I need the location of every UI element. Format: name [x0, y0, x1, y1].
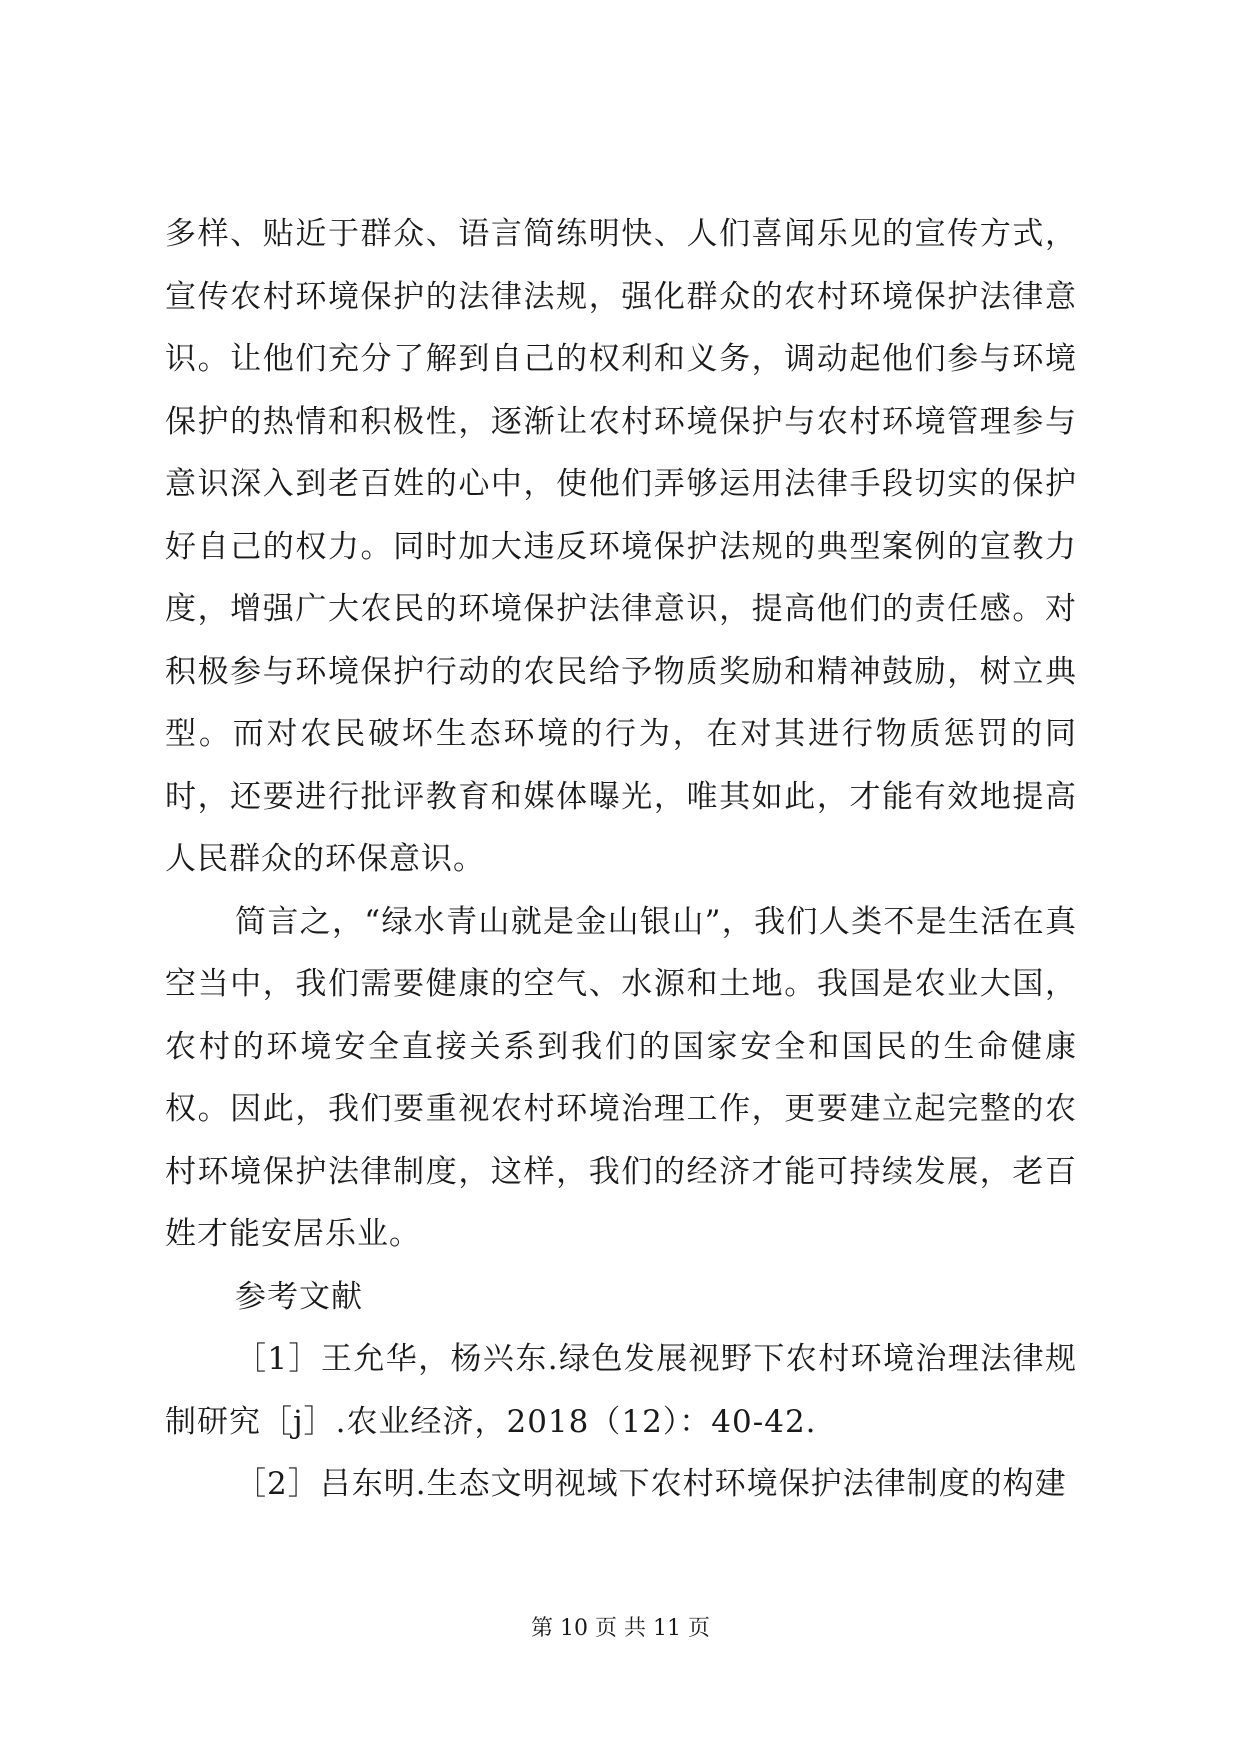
document-body: [165, 203, 1077, 1516]
reference-item: ［2］吕东明.生态文明视域下农村环境保护法律制度的构建: [235, 1466, 1067, 1502]
body-paragraph: 多样、贴近于群众、语言简练明快、人们喜闻乐见的宣传方式，宣传农村环境保护的法律法规，强化群众的农村环境保护法律意识。让他们充分了解到自己的权利和义务，调动起他们参与环境保护的热情和积极性，逐渐让农村环境保护与农村环境管理参与意识深入到老百姓的心中，使他们弄够运用法律手段切实的保护好自己的权力。同时加大违反环境保护法规的典型案例的宣教力度，增强广大农民的环境保护法律意识，提高他们的责任感。对积极参与环境保护行动的农民给予物质奖励和精神鼓励，树立典型。而对农民破坏生态环境的行为，在对其进行物质惩罚的同时，还要进行批评教育和媒体曝光，唯其如此，才能有效地提高人民群众的环保意识。: [165, 216, 1077, 877]
page-number: 第 10 页 共 11 页: [531, 1616, 710, 1641]
reference-item: ［1］王允华，杨兴东.绿色发展视野下农村环境治理法律规制研究［j］.农业经济，2018（12）：40-42.: [165, 1341, 1077, 1440]
references-heading: 参考文献: [235, 1278, 363, 1315]
body-paragraph: 简言之，“绿水青山就是金山银山”，我们人类不是生活在真空当中，我们需要健康的空气、水源和土地。我国是农业大国，农村的环境安全直接关系到我们的国家安全和国民的生命健康权。因此，我们要重视农村环境治理工作，更要建立起完整的农村环境保护法律制度，这样，我们的经济才能可持续发展，老百姓才能安居乐业。: [165, 903, 1077, 1252]
page-footer: [0, 1614, 1241, 1644]
